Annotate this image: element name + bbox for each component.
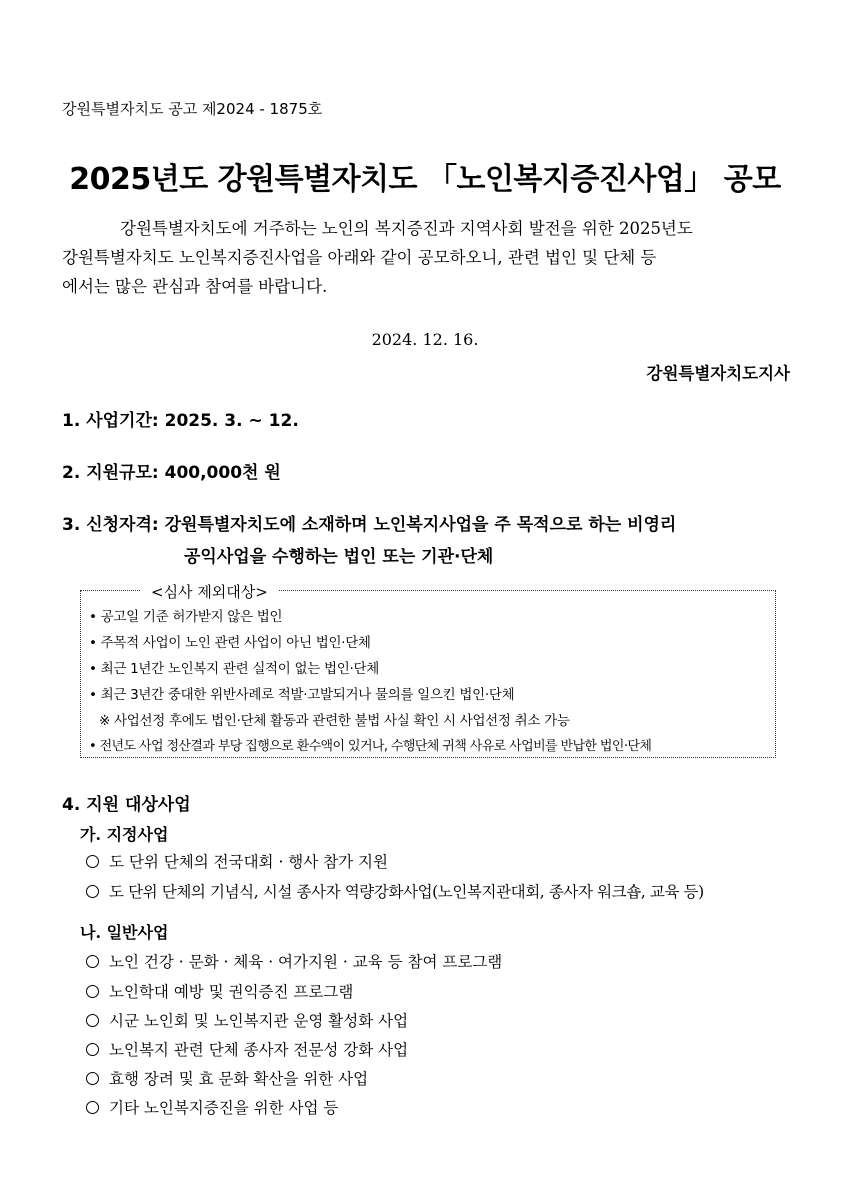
intro-line: 에서는 많은 관심과 참여를 바랍니다. [62,277,328,296]
intro-line: 강원특별자치도 노인복지증진사업을 아래와 같이 공모하오니, 관련 법인 및 단체 등 [62,248,657,267]
list-item: 시군 노인회 및 노인복지관 운영 활성화 사업 [86,1009,408,1031]
designated-label: 가. 지정사업 [80,825,169,844]
list-item: 도 단위 단체의 기념식, 시설 종사자 역량강화사업(노인복지관대회, 종사자 워크숍, 교육 등) [86,880,704,902]
exclusion-item: • 최근 3년간 중대한 위반사례로 적발·고발되거나 물의를 일으킨 법인·단체 [89,687,515,703]
exclusion-item: • 공고일 기준 허가받지 않은 법인 [89,609,283,625]
exclusion-item: • 최근 1년간 노인복지 관련 실적이 없는 법인·단체 [89,661,379,677]
list-item: 노인학대 예방 및 권익증진 프로그램 [86,980,353,1002]
intro-line: 강원특별자치도에 거주하는 노인의 복지증진과 지역사회 발전을 위한 2025년도 [120,219,693,238]
exclusion-box [80,583,776,758]
exclusion-item: • 전년도 사업 정산결과 부당 집행으로 환수액이 있거나, 수행단체 귀책 사유로 사업비를 반납한 법인·단체 [89,739,652,754]
list-item: 노인복지 관련 단체 종사자 전문성 강화 사업 [86,1038,408,1060]
issuer: 강원특별자치도지사 [646,364,790,383]
list-item: 효행 장려 및 효 문화 확산을 위한 사업 [86,1067,368,1089]
intro-paragraph [62,214,790,301]
circle-bullet-icon [86,1014,99,1027]
list-item: 노인 건강 · 문화 · 체육 · 여가지원 · 교육 등 참여 프로그램 [86,950,502,972]
circle-bullet-icon [86,1101,99,1114]
circle-bullet-icon [86,1043,99,1056]
circle-bullet-icon [86,1072,99,1085]
circle-bullet-icon [86,985,99,998]
list-item: 기타 노인복지증진을 위한 사업 등 [86,1096,338,1118]
general-label: 나. 일반사업 [80,923,169,942]
section-budget: 2. 지원규모: 400,000천 원 [62,463,281,483]
circle-bullet-icon [86,855,99,868]
exclusion-note: ※ 사업선정 후에도 법인·단체 활동과 관련한 불법 사실 확인 시 사업선정 취소 가능 [99,713,570,729]
list-item: 도 단위 단체의 전국대회 · 행사 참가 지원 [86,850,388,872]
section-eligibility-cont: 공익사업을 수행하는 법인 또는 기관·단체 [184,547,494,567]
exclusion-item: • 주목적 사업이 노인 관련 사업이 아닌 법인·단체 [89,635,371,651]
notice-date: 2024. 12. 16. [371,330,479,349]
section-period: 1. 사업기간: 2025. 3. ~ 12. [62,411,299,431]
notice-number: 강원특별자치도 공고 제2024 - 1875호 [62,100,323,118]
page-title: 2025년도 강원특별자치도 「노인복지증진사업」 공모 [69,162,781,197]
section-eligibility: 3. 신청자격: 강원특별자치도에 소재하며 노인복지사업을 주 목적으로 하는 비영리 [62,515,677,535]
exclusion-title: <심사 제외대상> [141,581,278,602]
section-target-projects: 4. 지원 대상사업 [62,795,191,815]
circle-bullet-icon [86,955,99,968]
circle-bullet-icon [86,885,99,898]
